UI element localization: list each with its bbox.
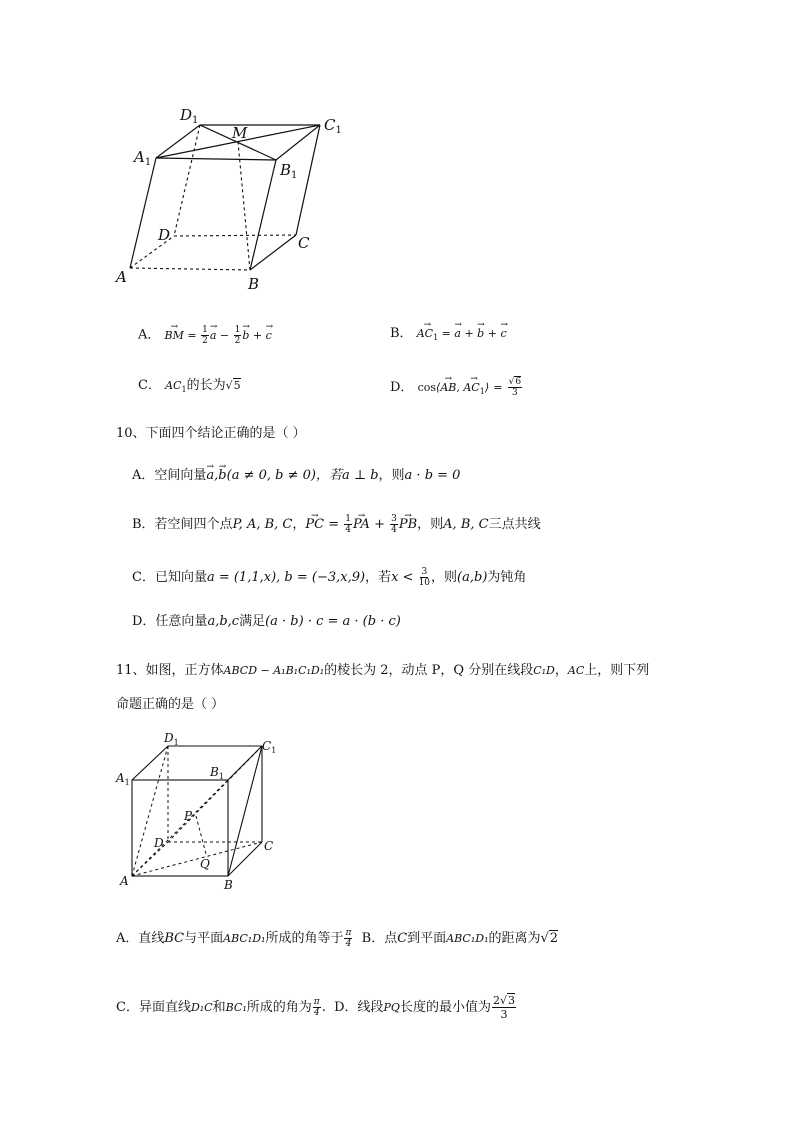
parallelepiped-figure: [110, 100, 360, 300]
seg-b-c1: [228, 746, 262, 876]
label-b: B: [224, 878, 233, 892]
seg-a-c1: [132, 746, 262, 876]
q11-stem-line2: 命题正确的是（ ）: [116, 697, 225, 712]
q9-option-c: C． $AC_1$的长为√5: [138, 378, 241, 394]
edge-b-c: [228, 842, 262, 876]
label-d1: $D_1$: [164, 731, 179, 747]
q10-option-a: A．空间向量→ a,→ b(a ≠ 0, b ≠ 0)，若a ⊥ b，则a · b = 0: [132, 467, 460, 485]
q9-option-a: A． → BM = $\frac{1}{2}$ → a − $\frac{1}{2}$ → b + → c: [138, 325, 272, 346]
q9-option-d: D． cos⟨→ AB, → $AC_1⟩$ = $\frac{√6}{3}$: [390, 377, 523, 401]
label-b: B: [248, 275, 260, 293]
label-a: A: [116, 268, 127, 286]
q9-option-b: B． → $AC_1$ = → a + → b + → c: [390, 325, 507, 347]
q10-option-c: C．已知向量a = (1,1,x), b = (−3,x,9)，若x < $\frac{3}{10}$ ，则(a,b)为钝角: [132, 567, 527, 588]
label-c: C: [298, 234, 310, 252]
seg-a-d1: [132, 746, 168, 876]
cube-figure: [110, 730, 290, 895]
label-m: M: [232, 124, 248, 142]
label-b1: $B_1$: [210, 765, 224, 781]
label-d: D: [154, 836, 164, 850]
label-a1: $A_1$: [134, 148, 152, 168]
seg-a-c: [132, 842, 262, 876]
q11-option-a-b: A．直线BC与平面ABC₁D₁所成的角等于 $\frac{\pi}{4}$ B．点C到平面ABC₁D₁的距离为√2: [116, 928, 559, 949]
q11-stem-line1: 11、如图，正方体ABCD − A₁B₁C₁D₁的棱长为 2，动点 P，Q 分别在线段C₁D，AC上，则下列: [116, 663, 650, 678]
label-c1: $C_1$: [324, 116, 342, 136]
edge-a-b: [130, 268, 250, 270]
edge-b1-a1: [156, 158, 276, 160]
edge-d-c: [174, 235, 296, 236]
seg-b-m: [238, 142, 250, 270]
q10-option-b: B．若空间四个点P, A, B, C，→ PC = $\frac{1}{4}$ → PA + $\frac{3}{4}$ → PB，则A, B, C三点共线: [132, 514, 541, 535]
label-a: A: [120, 874, 129, 888]
edge-a1-d1: [132, 746, 168, 780]
seg-p-q: [196, 816, 206, 854]
label-c: C: [264, 839, 274, 853]
label-a1: $A_1$: [116, 771, 130, 787]
q11-option-c-d: C．异面直线D₁C和BC₁所成的角为 $\frac{\pi}{4}$ . D．线段PQ长度的最小值为 $\frac{2√3}{3}$: [116, 994, 515, 1021]
label-c1: $C_1$: [262, 739, 277, 755]
q10-stem: 10、下面四个结论正确的是（ ）: [116, 426, 306, 441]
label-d1: $D_1$: [180, 106, 199, 126]
q10-option-d: D．任意向量a,b,c满足(a · b) · c = a · (b · c): [132, 614, 401, 629]
label-p: P: [184, 809, 193, 823]
label-b1: $B_1$: [280, 161, 298, 181]
edge-a1-a: [130, 158, 156, 268]
label-d: D: [158, 226, 171, 244]
label-q: Q: [200, 857, 210, 871]
